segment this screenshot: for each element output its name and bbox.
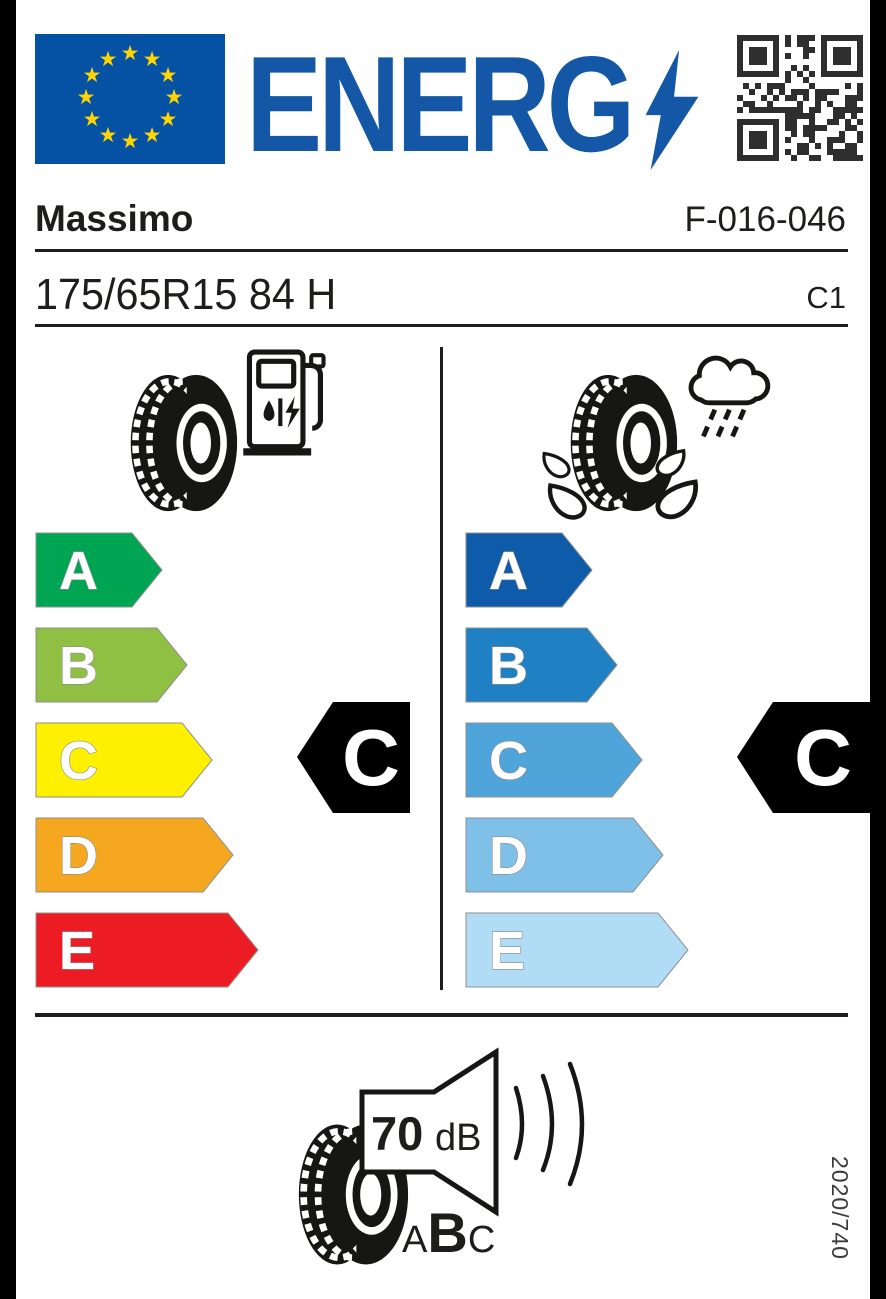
separator — [35, 249, 848, 252]
right-border — [870, 0, 886, 1299]
star-icon: ★ — [164, 86, 184, 109]
grade-arrow — [35, 912, 259, 988]
wet-grip-scale — [465, 532, 725, 988]
splash-icon — [652, 478, 700, 522]
svg-text:A: A — [489, 541, 528, 601]
svg-text:E: E — [489, 921, 526, 981]
star-icon: ★ — [158, 64, 178, 87]
noise-class-scale — [402, 1201, 496, 1277]
svg-text:B: B — [59, 636, 98, 696]
speaker-icon — [356, 1046, 502, 1218]
noise-class-c: C — [467, 1219, 496, 1261]
star-icon: ★ — [76, 86, 96, 109]
noise-unit: dB — [435, 1117, 482, 1159]
star-icon: ★ — [82, 108, 102, 131]
model-code: F-016-046 — [684, 200, 846, 239]
star-icon: ★ — [120, 130, 140, 153]
svg-text:C: C — [794, 713, 852, 802]
splash-icon — [546, 482, 590, 522]
svg-text:C: C — [342, 713, 400, 802]
tire-icon — [127, 368, 239, 518]
fuel-pump-icon — [243, 349, 331, 457]
splash-icon — [541, 451, 573, 480]
lightning-icon — [642, 50, 702, 170]
left-border — [0, 0, 16, 1299]
noise-value: 70 — [371, 1107, 424, 1160]
separator — [35, 324, 848, 327]
wet-rating-arrow — [737, 702, 870, 813]
eu-flag — [35, 34, 225, 164]
splash-icon — [653, 448, 687, 479]
grade-arrow — [35, 817, 234, 893]
svg-text:E: E — [59, 921, 96, 981]
tyre-class: C1 — [806, 280, 846, 315]
svg-text:D: D — [489, 826, 528, 886]
grade-arrow — [35, 722, 213, 798]
star-icon: ★ — [98, 124, 118, 147]
grade-arrow — [465, 627, 618, 703]
grade-arrow — [35, 532, 163, 608]
regulation-text: 2020/740 — [827, 1156, 853, 1260]
svg-text:C: C — [59, 731, 98, 791]
grade-arrow — [465, 817, 664, 893]
svg-text:D: D — [59, 826, 98, 886]
grade-arrow — [465, 912, 689, 988]
star-icon: ★ — [158, 108, 178, 131]
svg-text:B: B — [489, 636, 528, 696]
star-icon: ★ — [142, 48, 162, 71]
star-icon: ★ — [82, 64, 102, 87]
fuel-rating-arrow — [297, 702, 410, 813]
noise-class-b: B — [427, 1201, 468, 1264]
fuel-efficiency-scale — [35, 532, 295, 988]
noise-class-a: A — [402, 1219, 428, 1261]
rain-cloud-icon — [676, 348, 778, 448]
brand-name: Massimo — [35, 198, 194, 239]
sound-waves-icon — [508, 1058, 593, 1193]
star-icon: ★ — [142, 124, 162, 147]
column-divider — [440, 347, 443, 990]
star-icon: ★ — [98, 48, 118, 71]
tyre-size: 175/65R15 84 H — [35, 270, 337, 319]
svg-text:C: C — [489, 731, 528, 791]
qr-code — [737, 35, 863, 161]
star-icon: ★ — [120, 42, 140, 65]
grade-arrow — [35, 627, 188, 703]
energ-logo: ENERG — [246, 28, 632, 180]
grade-arrow — [465, 532, 593, 608]
grade-arrow — [465, 722, 643, 798]
separator — [35, 1013, 848, 1017]
svg-text:A: A — [59, 541, 98, 601]
